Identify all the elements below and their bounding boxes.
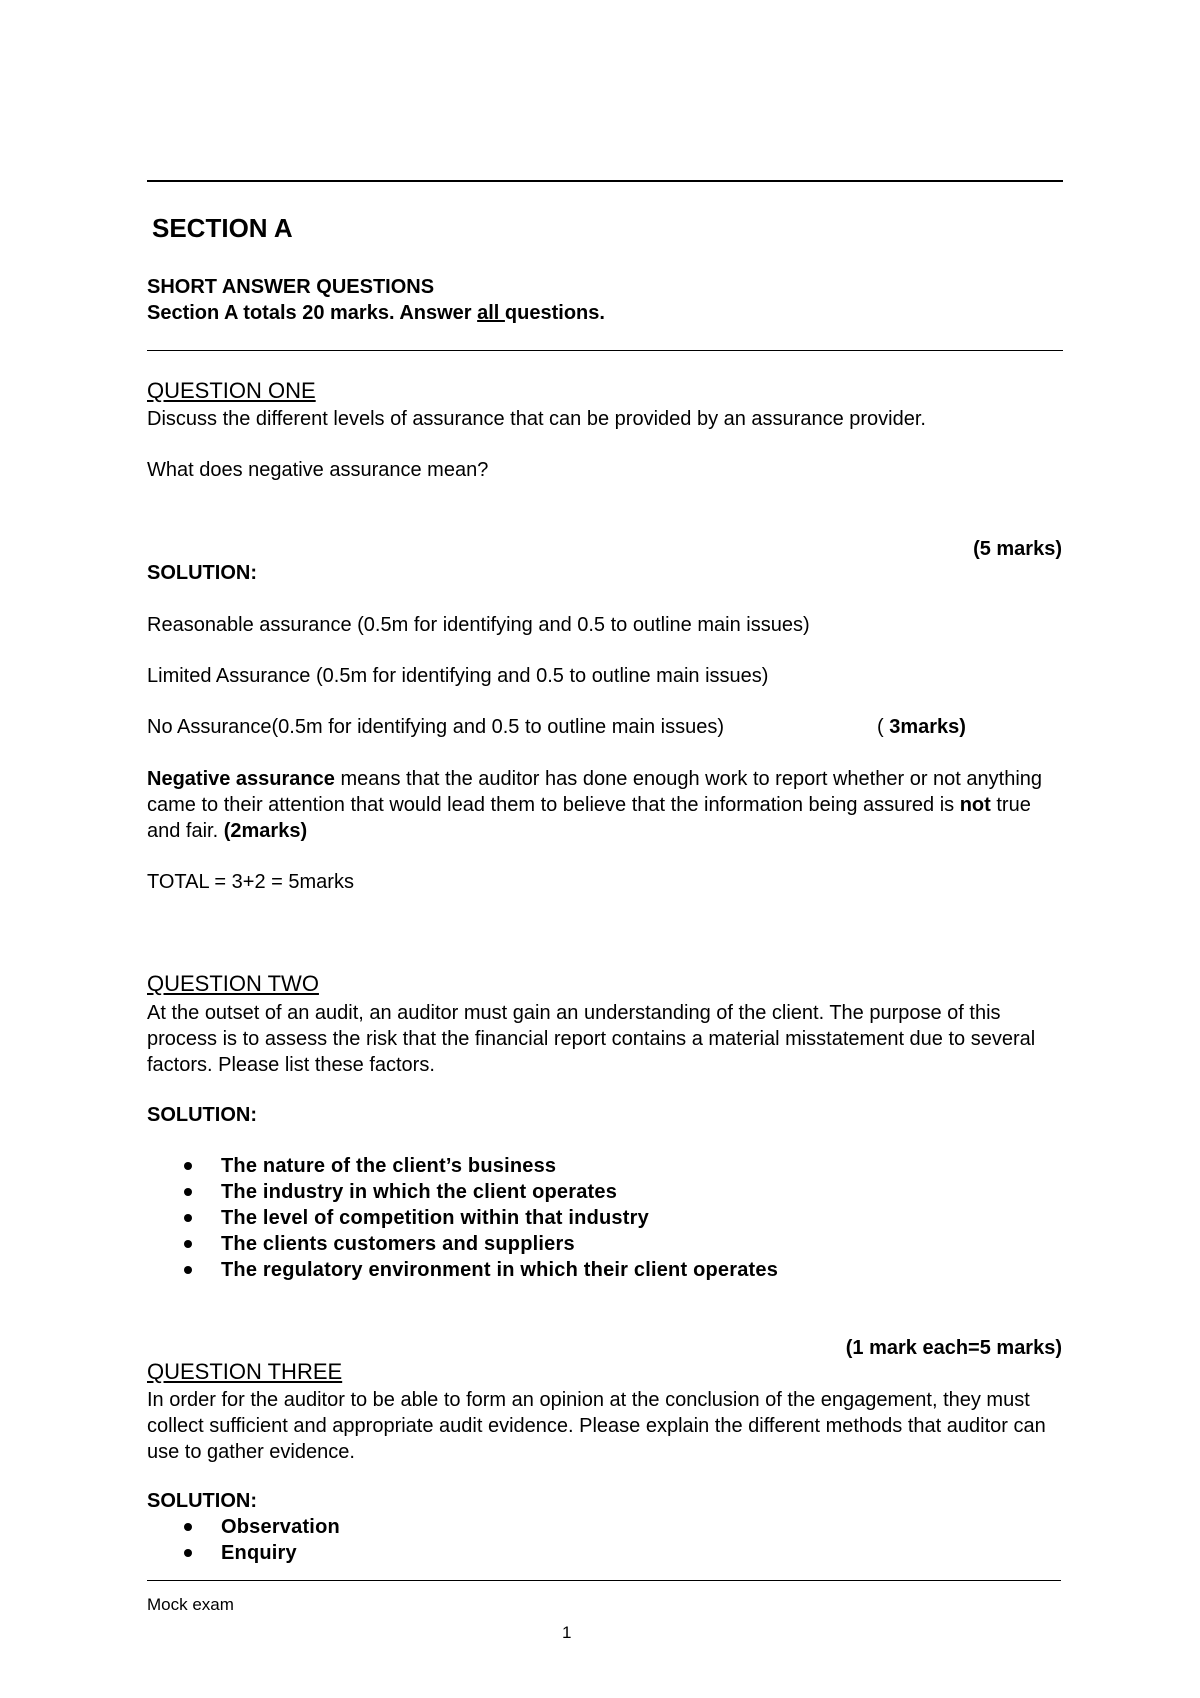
solution-line-limited: Limited Assurance (0.5m for identifying and 0.5 to outline main issues) bbox=[147, 665, 769, 687]
factor-item: The regulatory environment in which their client operates bbox=[147, 1257, 1062, 1283]
question-one-subquestion: What does negative assurance mean? bbox=[147, 459, 489, 481]
instruction-all: all bbox=[477, 302, 505, 324]
footer-label: Mock exam bbox=[147, 1595, 234, 1614]
page-number: 1 bbox=[562, 1623, 572, 1642]
question-one-total: TOTAL = 3+2 = 5marks bbox=[147, 871, 354, 893]
section-divider bbox=[147, 350, 1063, 351]
factor-item: The nature of the client’s business bbox=[147, 1153, 1062, 1179]
question-three-solution-label: SOLUTION: bbox=[147, 1490, 257, 1512]
question-two-factor-list bbox=[147, 1153, 1062, 1283]
marks-value: 3marks) bbox=[889, 716, 966, 738]
factor-item: The level of competition within that industry bbox=[147, 1205, 1062, 1231]
negative-assurance-not: not bbox=[959, 794, 991, 816]
negative-assurance-text: means that the auditor has done enough work to report whether or not anything came to their attention that would lead them to believe that the information being assured is bbox=[147, 768, 1043, 816]
question-one-marks: (5 marks) bbox=[973, 538, 1062, 560]
question-one-heading: QUESTION ONE bbox=[147, 378, 316, 403]
question-two-heading: QUESTION TWO bbox=[147, 971, 319, 996]
marks-paren: ( bbox=[877, 716, 890, 738]
question-two-marks: (1 mark each=5 marks) bbox=[845, 1337, 1062, 1359]
section-instructions bbox=[147, 300, 1062, 326]
question-two-solution-label: SOLUTION: bbox=[147, 1104, 257, 1126]
solution-line-reasonable: Reasonable assurance (0.5m for identifying and 0.5 to outline main issues) bbox=[147, 614, 810, 636]
negative-assurance-text-end: true and fair. bbox=[147, 794, 1031, 842]
factor-item: The clients customers and suppliers bbox=[147, 1231, 1062, 1257]
instruction-end: questions. bbox=[504, 302, 605, 324]
method-item: Enquiry bbox=[147, 1540, 1062, 1566]
method-item: Observation bbox=[147, 1514, 1062, 1540]
question-one-solution-label: SOLUTION: bbox=[147, 562, 257, 584]
question-one-text: Discuss the different levels of assurance that can be provided by an assurance provider. bbox=[147, 408, 926, 430]
solution-line-marks bbox=[877, 714, 1077, 740]
question-three-text: In order for the auditor to be able to form an opinion at the conclusion of the engagement, they must collect sufficient and appropriate audit evidence. Please explain the different methods that auditor can use to gather evidence. bbox=[147, 1389, 1046, 1463]
negative-assurance-paragraph bbox=[147, 766, 1062, 844]
negative-assurance-marks: (2marks) bbox=[223, 820, 308, 842]
top-rule bbox=[147, 180, 1063, 182]
section-title: SECTION A bbox=[152, 213, 293, 243]
question-three-method-list bbox=[147, 1514, 1062, 1566]
factor-item: The industry in which the client operates bbox=[147, 1179, 1062, 1205]
question-three-heading: QUESTION THREE bbox=[147, 1359, 343, 1384]
instruction-text: Section A totals 20 marks. Answer bbox=[147, 302, 478, 324]
section-subtitle: SHORT ANSWER QUESTIONS bbox=[147, 276, 435, 298]
footer-rule bbox=[147, 1580, 1061, 1581]
question-two-text: At the outset of an audit, an auditor must gain an understanding of the client. The purpose of this process is to assess the risk that the financial report contains a material misstatement due to several factors. Please list these factors. bbox=[147, 1002, 1036, 1076]
solution-line-none: No Assurance(0.5m for identifying and 0.5 to outline main issues) bbox=[147, 716, 724, 738]
negative-assurance-term: Negative assurance bbox=[147, 768, 335, 790]
